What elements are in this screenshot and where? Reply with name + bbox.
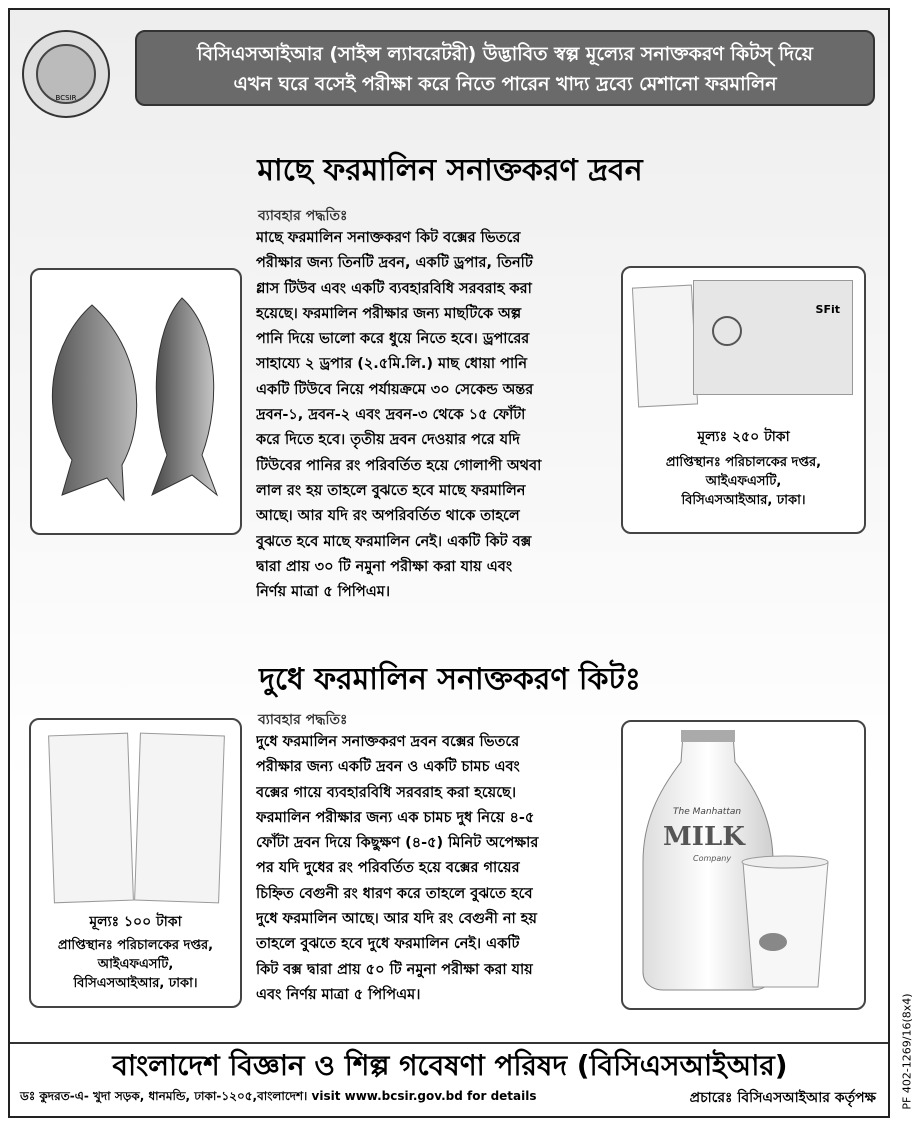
milk-institution-line-3: বিসিএসআইআর, ঢাকা। (73, 976, 198, 991)
fish-text-line: নির্ণয় মাত্রা ৫ পিপিএম। (256, 584, 391, 601)
milk-bottle-icon (623, 722, 864, 1008)
fish-kit-box (693, 280, 853, 395)
side-code-text: PF 402-1269/16(8x4) (900, 993, 914, 1110)
fish-price: মূল্যঃ ২৫০ টাকা (697, 429, 790, 445)
bcsir-logo (22, 30, 110, 118)
milk-text-line: পর যদি দুধের রং পরিবর্তিত হয়ে বক্সের গায়ের (256, 860, 520, 877)
fish-text-line: আছে। আর যদি রং অপরিবর্তিত থাকে তাহলে (256, 508, 520, 525)
milk-image (621, 720, 866, 1010)
fish-text-line: হয়েছে। ফরমালিন পরীক্ষার জন্য মাছটিকে অল্প (256, 305, 522, 322)
fish-heading: মাছে ফরমালিন সনাক্তকরণ দ্রবন (257, 153, 643, 188)
fish-institution-line-1: প্রাপ্তিস্থানঃ পরিচালকের দপ্তর, (665, 455, 822, 470)
footer-address: ডঃ কুদরত-এ- খুদা সড়ক, ধানমন্ডি, ঢাকা-১২০৫,বাংলাদেশ। visit www.bcsir.gov.bd for details (20, 1089, 537, 1103)
footer-title: বাংলাদেশ বিজ্ঞান ও শিল্প গবেষণা পরিষদ (বিসিএসআইআর) (112, 1049, 788, 1082)
milk-instructions (256, 730, 612, 1008)
header-banner (135, 30, 875, 106)
milk-institution (31, 936, 240, 993)
fish-institution-line-3: বিসিএসআইআর, ঢাকা। (681, 493, 806, 508)
fish-text-line: টিউবের পানির রং পরিবর্তিত হয়ে গোলাপী অথবা (256, 457, 542, 474)
fish-text-line: দ্রবন-১, দ্রবন-২ এবং দ্রবন-৩ থেকে ১৫ ফোঁটা (256, 407, 526, 424)
fish-method-label: ব্যাবহার পদ্ধতিঃ (258, 208, 348, 224)
kit-seal-icon (712, 316, 742, 346)
fish-text-line: সাহায্যে ২ ড্রপার (২.৫মি.লি.) মাছ ধোয়া পানি (256, 356, 527, 373)
milk-text-line: ফরমালিন পরীক্ষার জন্য এক চামচ দুধ নিয়ে ৪-৫ (256, 809, 535, 826)
fish-text-line: একটি টিউবে নিয়ে পর্যায়ক্রমে ৩০ সেকেন্ড অন্তর (256, 381, 534, 398)
milk-heading: দুধে ফরমালিন সনাক্তকরণ কিটঃ (259, 662, 641, 697)
milk-institution-line-2: আইএফএসটি, (97, 957, 174, 972)
milk-text-line: চিহ্নিত বেগুনী রং ধারণ করে তাহলে বুঝতে হবে (256, 885, 533, 902)
milk-price: মূল্যঃ ১০০ টাকা (89, 914, 182, 930)
milk-bottle-brand: MILK (663, 822, 745, 852)
fish-kit-panel (621, 266, 866, 534)
milk-kit-panel (29, 718, 242, 1008)
fish-image (30, 268, 242, 535)
fish-text-line: পরীক্ষার জন্য তিনটি দ্রবন, একটি ড্রপার, তিনটি (256, 255, 533, 272)
milk-kit-back (134, 733, 225, 904)
milk-text-line: পরীক্ষার জন্য একটি দ্রবন ও একটি চামচ এবং (256, 759, 520, 776)
fish-institution-line-2: আইএফএসটি, (705, 474, 782, 489)
fish-text-line: লাল রং হয় তাহলে বুঝতে হবে মাছে ফরমালিন (256, 482, 526, 499)
fish-kit-label: SFit (815, 303, 840, 316)
milk-kit-front (48, 733, 134, 904)
milk-method-label: ব্যাবহার পদ্ধতিঃ (258, 712, 348, 728)
milk-text-line: বক্সের গায়ে ব্যবহারবিধি সরবরাহ করা হয়েছে। (256, 784, 517, 801)
fish-text-line: দ্বারা প্রায় ৩০ টি নমুনা পরীক্ষা করা যায় এবং (256, 558, 513, 575)
fish-text-line: মাছে ফরমালিন সনাক্তকরণ কিট বক্সের ভিতরে (256, 230, 521, 246)
milk-text-line: কিট বক্স দ্বারা প্রায় ৫০ টি নমুনা পরীক্ষা করা যায় (256, 961, 533, 978)
milk-text-line: ফোঁটা দ্রবন দিয়ে কিছুক্ষণ (৪-৫) মিনিট অপেক্ষার (256, 835, 539, 852)
banner-line-1: বিসিএসআইআর (সাইন্স ল্যাবরেটরী) উদ্ভাবিত স্বল্প মূল্যের সনাক্তকরণ কিটস্ দিয়ে (197, 43, 813, 65)
fish-icon (32, 270, 240, 533)
banner-line-2: এখন ঘরে বসেই পরীক্ষা করে নিতে পারেন খাদ্য দ্রব্যে মেশানো ফরমালিন (233, 73, 777, 95)
logo-text: BCSIR (55, 94, 77, 102)
fish-text-line: বুঝতে হবে মাছে ফরমালিন নেই। একটি কিট বক্স (256, 533, 532, 550)
milk-text-line: দুধে ফরমালিন সনাক্তকরণ দ্রবন বক্সের ভিতরে (256, 734, 520, 750)
fish-kit-leaflet (632, 285, 698, 408)
milk-text-line: দুধে ফরমালিন আছে। আর যদি রং বেগুনী না হয় (256, 911, 537, 928)
milk-text-line: এবং নির্ণয় মাত্রা ৫ পিপিএম। (256, 986, 421, 1003)
fish-text-line: পানি দিয়ে ভালো করে ধুয়ে নিতে হবে। ড্রপারের (256, 331, 530, 348)
fish-institution (623, 453, 864, 510)
milk-institution-line-1: প্রাপ্তিস্থানঃ পরিচালকের দপ্তর, (57, 938, 214, 953)
fish-text-line: গ্লাস টিউব এবং একটি ব্যবহারবিধি সরবরাহ করা (256, 280, 532, 297)
milk-text-line: তাহলে বুঝতে হবে দুধে ফরমালিন নেই। একটি (256, 936, 520, 953)
fish-instructions (256, 226, 612, 605)
fish-text-line: করে দিতে হবে। তৃতীয় দ্রবন দেওয়ার পরে যদি (256, 432, 520, 449)
milk-bottle-company: Company (693, 854, 732, 863)
footer-promo: প্রচারেঃ বিসিএসআইআর কর্তৃপক্ষ (689, 1090, 876, 1106)
milk-bottle-brand-small: The Manhattan (673, 807, 742, 817)
